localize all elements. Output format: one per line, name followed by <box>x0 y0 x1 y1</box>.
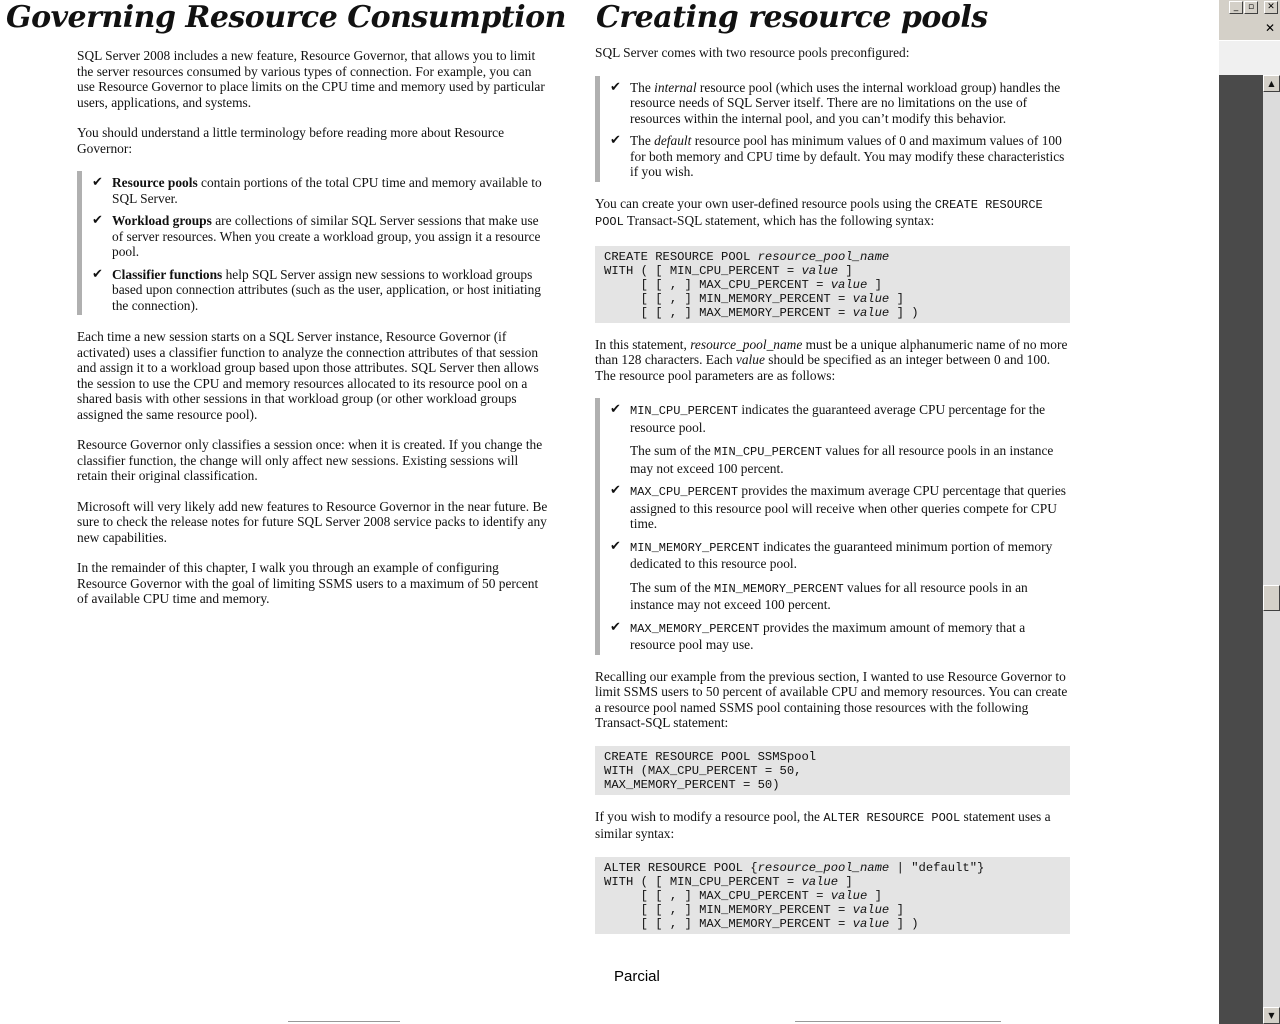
sub-paragraph: The sum of the MIN_MEMORY_PERCENT values for all resource pools in an instance may not exceed 100 percent. <box>630 579 1028 612</box>
code-line: WITH (MAX_CPU_PERCENT = 50, <box>604 763 802 778</box>
close-button[interactable]: ✕ <box>1264 1 1278 14</box>
code-line: WITH ( [ MIN_CPU_PERCENT = value ] <box>604 263 853 278</box>
code-line: ALTER RESOURCE POOL {resource_pool_name | "default"} <box>604 860 985 875</box>
list-item <box>92 175 552 206</box>
viewer-background <box>1219 75 1263 1024</box>
check-icon: ✔ <box>610 619 621 635</box>
list-item: ✔ MIN_CPU_PERCENT indicates the guaranteed average CPU percentage for the resource pool. The sum of the MIN_CPU_PERCENT values for all resource pools in an instance may not exceed 100 percent. <box>610 402 1070 476</box>
text: resource pool (which uses the internal workload group) handles the resource needs of SQL Server itself. There are no limitations on the use of resources within the internal pool, and you can’t modify this behavior. <box>630 79 1061 126</box>
right-page-title: Creating resource pools <box>596 0 988 35</box>
code-block-create <box>595 246 1070 323</box>
check-icon: ✔ <box>610 483 621 498</box>
code-line: [ [ , ] MAX_MEMORY_PERCENT = value ] ) <box>604 916 919 931</box>
code-line: WITH ( [ MIN_CPU_PERCENT = value ] <box>604 874 853 889</box>
paragraph: Recalling our example from the previous section, I wanted to use Resource Governor to limit SSMS users to 50 percent of available CPU and memory resources. You can create a resource pool named SSMS pool containing those resources with the following Transact-SQL statement: <box>595 668 1068 730</box>
term: Classifier functions <box>112 266 223 282</box>
left-column <box>77 48 552 622</box>
code-block-ssmspool <box>595 746 1070 795</box>
term: Workload groups <box>112 213 212 228</box>
restore-button[interactable]: ▫ <box>1244 1 1258 14</box>
list-item: ✔ MAX_MEMORY_PERCENT provides the maximum amount of memory that a resource pool may use. <box>610 619 1026 652</box>
paragraph <box>595 196 1070 231</box>
minimize-button[interactable]: _ <box>1229 1 1243 14</box>
code-line: [ [ , ] MAX_MEMORY_PERCENT = value ] ) <box>604 305 919 320</box>
text: The <box>630 79 655 95</box>
footer-label: Parcial <box>614 968 660 985</box>
text: The <box>630 133 655 148</box>
sub-paragraph: The sum of the MIN_CPU_PERCENT values for all resource pools in an instance may not exceed 100 percent. <box>630 443 1054 476</box>
list-item: ✔ MAX_CPU_PERCENT provides the maximum average CPU percentage that queries assigned to this resource pool will receive when other queries compete for CPU time. <box>610 483 1066 531</box>
check-icon: ✔ <box>610 402 621 417</box>
text: resource pool has minimum values of 0 and maximum values of 100 for both memory and CPU time by default. You may modify these characteristics if you wish. <box>630 133 1065 179</box>
code-line: MAX_MEMORY_PERCENT = 50) <box>604 777 780 792</box>
paragraph: In the remainder of this chapter, I walk you through an example of configuring Resource Governor with the goal of limiting SSMS users to a maximum of 50 percent of available CPU time and memory. <box>77 560 539 606</box>
paragraph: SQL Server comes with two resource pools preconfigured: <box>595 45 910 60</box>
check-icon: ✔ <box>92 175 103 190</box>
check-icon: ✔ <box>92 266 103 282</box>
paragraph: Microsoft will very likely add new features to Resource Governor in the near future. Be sure to check the release notes for future SQL Server 2008 service packs to identify any new capabilities. <box>77 498 548 545</box>
paragraph: You should understand a little terminology before reading more about Resource Governor: <box>77 125 505 156</box>
scroll-down-button[interactable]: ▼ <box>1263 1007 1280 1024</box>
term: Resource pools <box>112 175 198 190</box>
check-icon: ✔ <box>610 538 621 554</box>
code-line: CREATE RESOURCE POOL resource_pool_name <box>604 249 890 264</box>
term-text: help SQL Server assign new sessions to workload groups based upon connection attributes (such as the user, application, or host initiating the connection). <box>112 266 541 313</box>
scroll-up-button[interactable]: ▲ <box>1263 75 1280 92</box>
pools-list <box>595 76 1070 182</box>
check-icon: ✔ <box>610 133 621 148</box>
code-line: [ [ , ] MAX_CPU_PERCENT = value ] <box>604 277 882 292</box>
list-item <box>92 213 552 260</box>
text: Transact-SQL statement, which has the following syntax: <box>623 213 935 228</box>
vertical-scrollbar[interactable] <box>1263 75 1280 1024</box>
emphasis: default <box>654 133 692 148</box>
code-block-alter <box>595 857 1070 934</box>
parameters-list <box>595 398 1070 655</box>
paragraph: In this statement, resource_pool_name must be a unique alphanumeric name of no more than 128 characters. Each value should be specified as an integer between 0 and 100. The resource pool parameters are as follows: <box>595 336 1068 383</box>
term-text: are collections of similar SQL Server sessions that make use of server resources. When you create a workload group, you assign it a resource pool. <box>112 213 541 259</box>
term-text: contain portions of the total CPU time and memory available to SQL Server. <box>112 175 542 206</box>
toolbar-panel <box>1219 40 1280 76</box>
paragraph: Resource Governor only classifies a session once: when it is created. If you change the classifier function, the change will only affect new sessions. Existing sessions will retain their original classification. <box>77 437 543 483</box>
paragraph: SQL Server 2008 includes a new feature, Resource Governor, that allows you to limit the server resources consumed by various types of connection. For example, you can use Resource Governor to place limits on the CPU time and memory used by particular users, applications, and systems. <box>77 48 545 110</box>
list-item <box>610 133 1070 180</box>
code-line: CREATE RESOURCE POOL SSMSpool <box>604 749 817 764</box>
text: You can create your own user-defined resource pools using the <box>595 195 935 211</box>
list-item <box>92 267 552 314</box>
emphasis: internal <box>654 79 697 95</box>
paragraph: If you wish to modify a resource pool, the ALTER RESOURCE POOL statement uses a similar syntax: <box>595 808 1051 841</box>
code-line: [ [ , ] MIN_MEMORY_PERCENT = value ] <box>604 902 904 917</box>
code-line: [ [ , ] MIN_MEMORY_PERCENT = value ] <box>604 291 904 306</box>
right-column <box>595 45 1070 948</box>
list-item: ✔ MIN_MEMORY_PERCENT indicates the guaranteed minimum portion of memory dedicated to this resource pool. The sum of the MIN_MEMORY_PERCENT values for all resource pools in an instance may not exceed 100 percent. <box>610 539 1070 613</box>
footer-divider <box>795 1021 1001 1022</box>
footer-divider <box>288 1021 400 1022</box>
left-page-title: Governing Resource Consumption <box>6 0 566 35</box>
document-close-icon[interactable]: ✕ <box>1265 21 1276 35</box>
terminology-list <box>77 171 552 315</box>
check-icon: ✔ <box>610 79 621 95</box>
scroll-thumb[interactable] <box>1263 585 1280 611</box>
inline-code: CREATE RESOURCE POOL <box>595 197 1043 229</box>
check-icon: ✔ <box>92 213 103 228</box>
list-item <box>610 80 1070 127</box>
paragraph: Each time a new session starts on a SQL Server instance, Resource Governor (if activated) uses a classifier function to analyze the connection attributes of that session and assign it to a workload group based upon those attributes. SQL Server then allows the session to use the CPU and memory resources allocated to its resource pool on a shared basis with other sessions in that workload group (or other workload groups assigned the same resource pool). <box>77 329 539 422</box>
code-line: [ [ , ] MAX_CPU_PERCENT = value ] <box>604 888 882 903</box>
